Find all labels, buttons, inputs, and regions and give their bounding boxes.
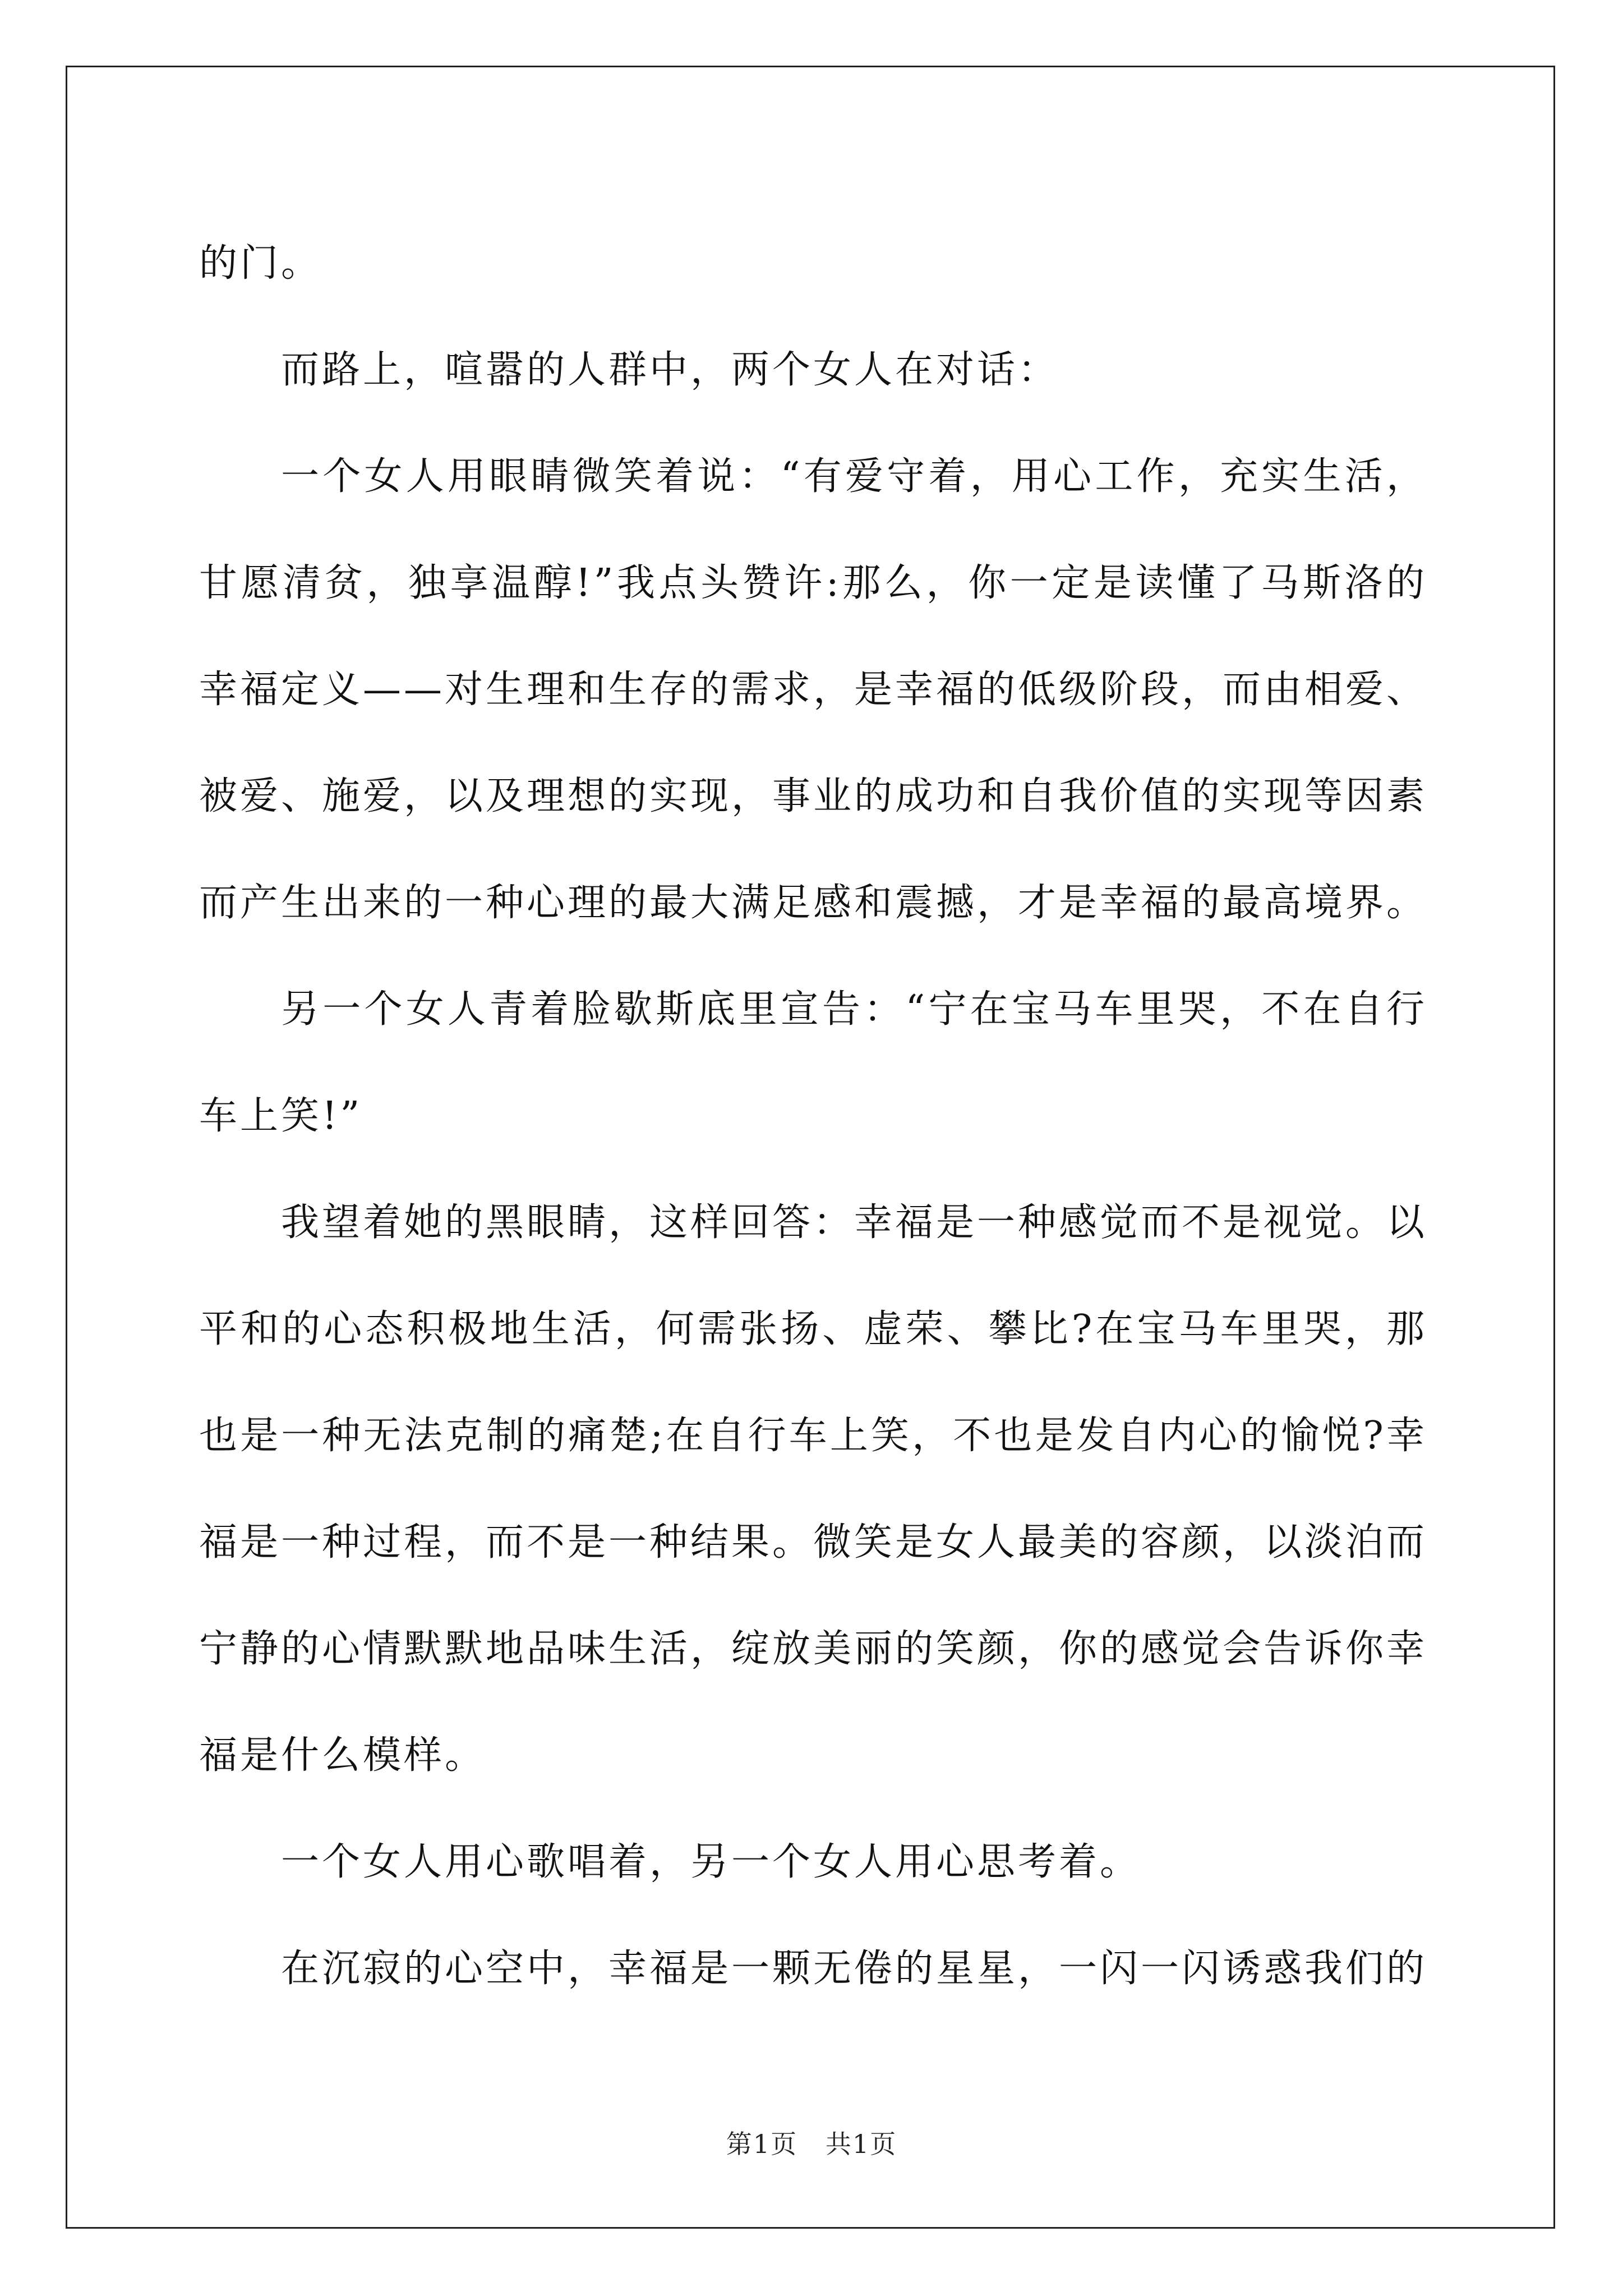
- paragraph: 在沉寂的心空中，幸福是一颗无倦的星星，一闪一闪诱惑我们的: [281, 1947, 1428, 1991]
- paragraph: 我望着她的黑眼睛，这样回答：幸福是一种感觉而不是视觉。以平和的心态积极地生活，何需张扬、虚荣、攀比?在宝马车里哭，那也是一种无法克制的痛楚;在自行车上笑，不也是发自内心的愉悦?幸福是一种过程，而不是一种结果。微笑是女人最美的容颜，以淡泊而宁静的心情默默地品味生活，绽放美丽的笑颜，你的感觉会告诉你幸福是什么模样。: [199, 1200, 1428, 1778]
- document-body: [199, 210, 1427, 2022]
- paragraph: 一个女人用眼睛微笑着说：“有爱守着，用心工作，充实生活，甘愿清贫，独享温醇!”我点头赞许:那么，你一定是读懂了马斯洛的幸福定义——对生理和生存的需求，是幸福的低级阶段，而由相爱、被爱、施爱，以及理想的实现，事业的成功和自我价值的实现等因素而产生出来的一种心理的最大满足感和震撼，才是幸福的最高境界。: [199, 454, 1428, 925]
- paragraph: 另一个女人青着脸歇斯底里宣告：“宁在宝马车里哭，不在自行车上笑!”: [199, 987, 1428, 1138]
- paragraph: 一个女人用心歌唱着，另一个女人用心思考着。: [281, 1840, 1141, 1884]
- paragraph: 的门。: [199, 241, 322, 286]
- page-footer: 第1页 共1页: [726, 2129, 897, 2159]
- paragraph: 而路上，喧嚣的人群中，两个女人在对话：: [281, 348, 1059, 392]
